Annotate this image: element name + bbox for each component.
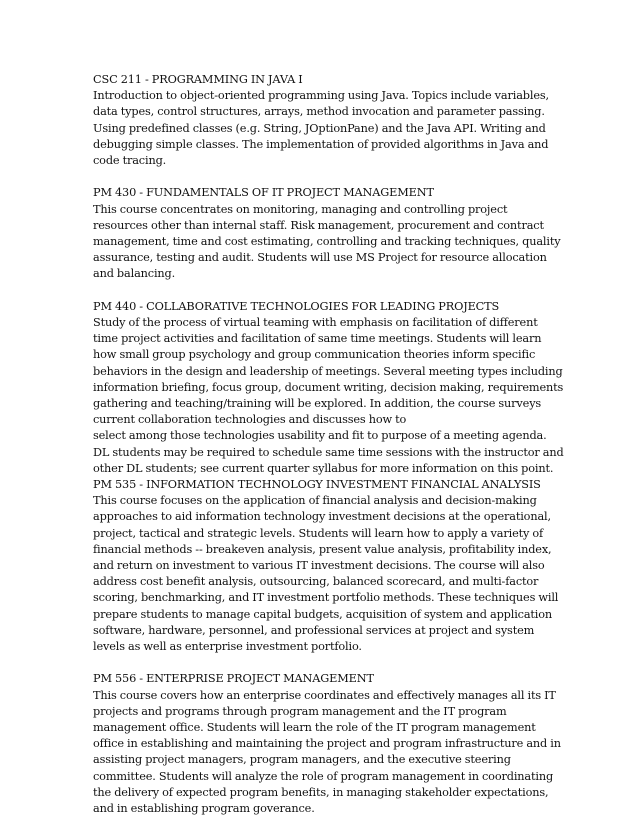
description-line: levels as well as enterprise investment portfolio. (93, 640, 362, 654)
description-line: approaches to aid information technology investment decisions at the operational, (93, 510, 551, 524)
description-line: debugging simple classes. The implementation of provided algorithms in Java and (93, 137, 549, 151)
description-line: behaviors in the design and leadership of meetings. Several meeting types including (93, 364, 563, 378)
description-line: Introduction to object-oriented programming using Java. Topics include variables, (93, 89, 549, 103)
course-description (93, 315, 564, 477)
description-line: current collaboration technologies and discusses how to (93, 413, 407, 427)
course-title: PM 535 - INFORMATION TECHNOLOGY INVESTMENT FINANCIAL ANALYSIS (93, 478, 541, 492)
description-line: address cost benefit analysis, outsourcing, balanced scorecard, and multi-factor (93, 575, 539, 589)
description-line: scoring, benchmarking, and IT investment portfolio methods. These techniques will (93, 591, 559, 605)
description-line: This course focuses on the application of financial analysis and decision-making (93, 494, 537, 508)
description-line: and in establishing program goverance. (93, 802, 315, 816)
description-line: other DL students; see current quarter syllabus for more information on this point. (93, 461, 554, 475)
description-line: and balancing. (93, 267, 176, 281)
description-line: data types, control structures, arrays, method invocation and parameter passing. (93, 105, 545, 119)
course-title: PM 556 - ENTERPRISE PROJECT MANAGEMENT (93, 672, 374, 686)
course-pm-430 (93, 185, 561, 282)
description-line: committee. Students will analyze the role of program management in coordinating (93, 769, 554, 783)
description-line: how small group psychology and group communication theories inform specific (93, 348, 536, 362)
description-line: This course concentrates on monitoring, managing and controlling project (93, 202, 508, 216)
document-page (93, 72, 564, 833)
description-line: time project activities and facilitation of same time meetings. Students will learn (93, 332, 542, 346)
course-title: PM 430 - FUNDAMENTALS OF IT PROJECT MANAGEMENT (93, 186, 434, 200)
course-pm-535 (93, 477, 559, 655)
description-line: code tracing. (93, 154, 167, 168)
description-line: project, tactical and strategic levels. Students will learn how to apply a variety of (93, 526, 544, 540)
description-line: and return on investment to various IT investment decisions. The course will also (93, 559, 545, 573)
course-description (93, 493, 559, 655)
description-line: financial methods -- breakeven analysis, present value analysis, profitability index, (93, 542, 552, 556)
course-description (93, 202, 561, 283)
description-line: This course covers how an enterprise coordinates and effectively manages all its IT (93, 688, 556, 702)
description-line: prepare students to manage capital budgets, acquisition of system and application (93, 607, 553, 621)
description-line: assurance, testing and audit. Students will use MS Project for resource allocation (93, 251, 547, 265)
course-pm-440 (93, 299, 564, 477)
course-title: PM 440 - COLLABORATIVE TECHNOLOGIES FOR LEADING PROJECTS (93, 299, 500, 313)
description-line: Study of the process of virtual teaming with emphasis on facilitation of different (93, 316, 538, 330)
course-csc-211 (93, 72, 553, 169)
description-line: Using predefined classes (e.g. String, JOptionPane) and the Java API. Writing and (93, 121, 546, 135)
description-line: software, hardware, personnel, and professional services at project and system (93, 623, 535, 637)
course-pm-556 (93, 671, 561, 817)
description-line: DL students may be required to schedule same time sessions with the instructor and (93, 445, 564, 459)
description-line: management office. Students will learn the role of the IT program management (93, 721, 536, 735)
description-line: office in establishing and maintaining the project and program infrastructure and in (93, 737, 561, 751)
description-line: management, time and cost estimating, controlling and tracking techniques, quality (93, 235, 561, 249)
description-line: resources other than internal staff. Risk management, procurement and contract (93, 218, 544, 232)
course-title: CSC 211 - PROGRAMMING IN JAVA I (93, 73, 303, 86)
description-line: information briefing, focus group, document writing, decision making, requirements (93, 380, 564, 394)
description-line: projects and programs through program management and the IT program (93, 704, 507, 718)
description-line: assisting project managers, program managers, and the executive steering (93, 753, 511, 767)
description-line: gathering and teaching/training will be explored. In addition, the course surveys (93, 397, 542, 411)
course-description (93, 88, 553, 169)
description-line: the delivery of expected program benefits, in managing stakeholder expectations, (93, 785, 549, 799)
description-line: select among those technologies usability and fit to purpose of a meeting agenda. (93, 429, 547, 443)
course-description (93, 688, 561, 818)
